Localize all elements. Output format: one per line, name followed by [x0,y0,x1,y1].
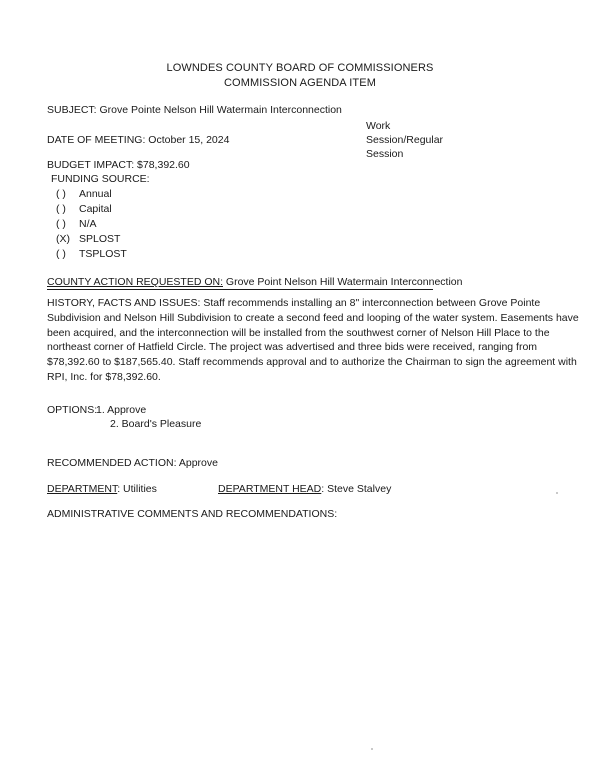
department-head-label: DEPARTMENT HEAD [218,483,322,495]
scan-speck [556,492,558,494]
recommended-action: RECOMMENDED ACTION: Approve [47,457,218,469]
session-type-line3: Session [366,148,404,160]
funding-option-capital [56,203,112,217]
funding-option-label: Annual [79,188,112,200]
agenda-item-title: COMMISSION AGENDA ITEM [224,77,376,89]
session-type-line1: Work [366,120,391,132]
funding-source-label: FUNDING SOURCE: [51,173,150,185]
county-action-requested [47,276,462,288]
board-title: LOWNDES COUNTY BOARD OF COMMISSIONERS [166,62,434,74]
session-type-line2: Session/Regular [366,134,444,146]
funding-option-mark: ( ) [56,248,66,260]
department-head-value: : Steve Stalvey [321,483,392,495]
funding-option-label: TSPLOST [79,248,127,260]
department-value: : Utilities [117,483,157,495]
department-label: DEPARTMENT [47,483,118,495]
county-action-value: Grove Point Nelson Hill Watermain Interconnection [225,276,463,288]
funding-option-mark: (X) [56,233,70,245]
funding-option-mark: ( ) [56,218,66,230]
funding-option-splost [56,233,120,247]
scan-speck [371,748,373,750]
option-item-boards-pleasure: 2. Board's Pleasure [110,418,202,430]
history-facts-issues: HISTORY, FACTS AND ISSUES: Staff recommends installing an 8" interconnection between Grove Pointe Subdivision and Nelson Hill Subdivision to create a second feed and looping of the water system. Easements have been acquired, and the interconnection will be installed from the southwest corner of Nelson Hill Place to the northeast corner of Hatfield Circle. The project was advertised and three bids were received, ranging from $78,392.60 to $187,565.40. Staff recommends approval and to authorize the Chairman to sign the agreement with RPI, Inc. for $78,392.60. [47,297,579,383]
funding-option-mark: ( ) [56,188,66,200]
option-item-approve: 1. Approve [96,404,147,416]
funding-option-mark: ( ) [56,203,66,215]
date-of-meeting: DATE OF MEETING: October 15, 2024 [47,134,230,146]
administrative-comments-label: ADMINISTRATIVE COMMENTS AND RECOMMENDATIONS: [47,508,338,520]
county-action-divider [47,289,433,290]
subject-line: SUBJECT: Grove Pointe Nelson Hill Watermain Interconnection [47,104,342,116]
funding-option-annual [56,188,112,202]
department [47,483,157,495]
options-label: OPTIONS: [47,404,98,416]
funding-option-label: SPLOST [79,233,121,245]
funding-option-tsplost [56,248,127,262]
county-action-label: COUNTY ACTION REQUESTED ON: [47,276,223,288]
budget-impact: BUDGET IMPACT: $78,392.60 [47,159,190,171]
funding-option-label: N/A [79,218,97,230]
funding-option-label: Capital [79,203,112,215]
funding-option-na [56,218,97,232]
department-head [218,483,391,495]
